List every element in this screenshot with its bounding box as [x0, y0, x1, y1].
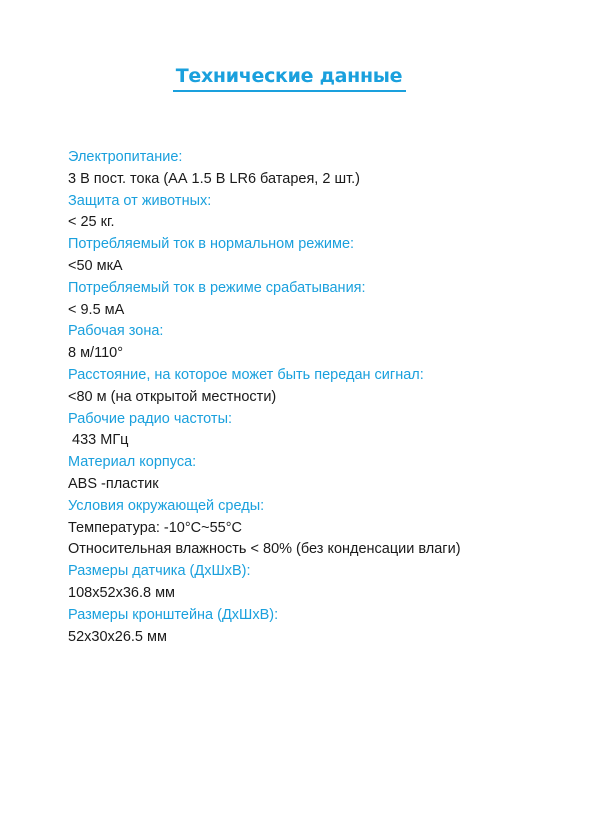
spec-value-sensor-dimensions: 108x52x36.8 мм: [68, 584, 176, 601]
spec-label-pet-immunity: Защита от животных:: [68, 192, 212, 209]
spec-value-standby-current: <50 мкА: [68, 257, 123, 274]
spec-value-bracket-dimensions: 52x30x26.5 мм: [68, 628, 167, 645]
spec-value-alarm-current: < 9.5 мА: [68, 301, 125, 318]
spec-value-temperature: Температура: -10°C~55°C: [68, 519, 242, 536]
spec-label-environment: Условия окружающей среды:: [68, 497, 265, 514]
spec-value-radio-frequency: 433 МГц: [68, 432, 129, 449]
spec-label-radio-frequency: Рабочие радио частоты:: [68, 410, 233, 427]
spec-label-bracket-dimensions: Размеры кронштейна (ДхШхВ):: [68, 606, 279, 623]
spec-list: [68, 147, 588, 648]
spec-label-power: Электропитание:: [68, 149, 183, 165]
spec-label-detection-zone: Рабочая зона:: [68, 323, 164, 340]
spec-label-standby-current: Потребляемый ток в нормальном режиме:: [68, 236, 355, 253]
spec-label-sensor-dimensions: Размеры датчика (ДхШхВ):: [68, 563, 251, 580]
spec-value-housing-material: ABS -пластик: [68, 475, 159, 492]
spec-label-alarm-current: Потребляемый ток в режиме срабатывания:: [68, 279, 366, 296]
page-title: Технические данные: [175, 65, 403, 87]
spec-value-detection-zone: 8 м/110°: [68, 345, 124, 362]
spec-label-housing-material: Материал корпуса:: [68, 454, 197, 471]
spec-label-transmission-range: Расстояние, на которое может быть передан сигнал:: [68, 366, 424, 383]
spec-value-transmission-range: <80 м (на открытой местности): [68, 388, 277, 405]
spec-value-pet-immunity: < 25 кг.: [68, 214, 115, 231]
title-underline: [173, 90, 406, 92]
spec-value-humidity: Относительная влажность < 80% (без конденсации влаги): [68, 541, 461, 558]
spec-value-power: 3 В пост. тока (АА 1.5 В LR6 батарея, 2 шт.): [68, 170, 360, 187]
